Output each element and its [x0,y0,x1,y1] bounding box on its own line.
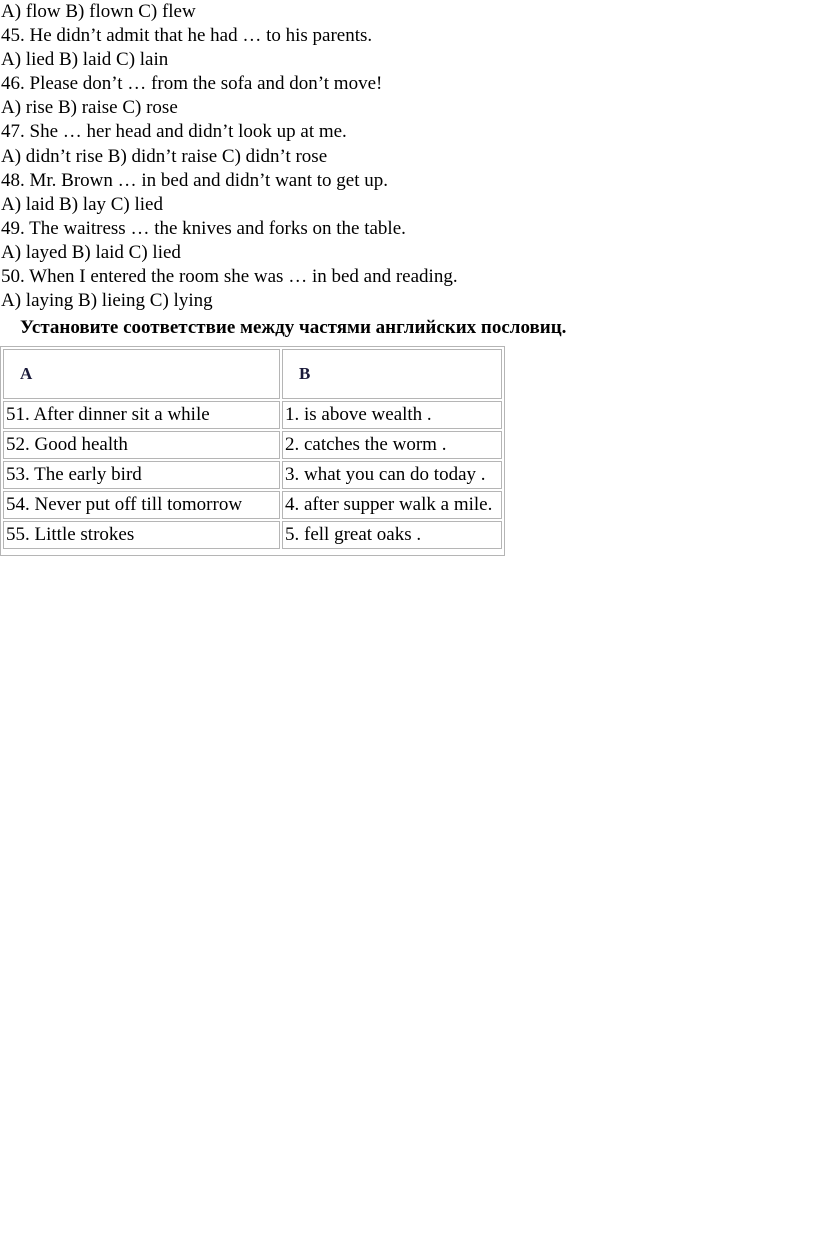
proverb-end-cell: 3. what you can do today . [282,461,502,489]
text-line: 45. He didn’t admit that he had … to his parents. [1,25,373,47]
text-line: 50. When I entered the room she was … in bed and reading. [1,266,458,288]
text-line: A) didn’t rise B) didn’t raise C) didn’t rose [1,145,328,167]
text-line: 49. The waitress … the knives and forks on the table. [1,217,406,239]
text-line: A) lied B) laid C) lain [1,49,169,71]
table-row [3,491,502,519]
proverb-start-cell: 54. Never put off till tomorrow [3,491,280,519]
text-line: 46. Please don’t … from the sofa and don’t move! [1,73,383,95]
question-lines [1,0,458,313]
proverb-end-cell: 1. is above wealth . [282,401,502,429]
text-line: A) flow B) flown C) flew [1,1,196,22]
table-row [3,431,502,459]
table-row [3,401,502,429]
text-line: 47. She … her head and didn’t look up at me. [1,121,347,143]
column-a-header: А [3,349,280,399]
proverb-end-cell: 2. catches the worm . [282,431,502,459]
proverb-start-cell: 53. The early bird [3,461,280,489]
text-line: A) laying B) lieing C) lying [1,290,213,312]
column-b-header: В [282,349,502,399]
text-line: A) rise B) raise C) rose [1,97,178,119]
table-row [3,521,502,549]
proverb-end-cell: 5. fell great oaks . [282,521,502,549]
text-line: A) laid B) lay C) lied [1,193,163,215]
table-header-row [3,349,502,399]
text-line: 48. Mr. Brown … in bed and didn’t want to get up. [1,169,389,191]
proverb-start-cell: 55. Little strokes [3,521,280,549]
table-row [3,461,502,489]
proverb-start-cell: 52. Good health [3,431,280,459]
text-line: A) layed B) laid C) lied [1,241,181,263]
proverb-start-cell: 51. After dinner sit a while [3,401,280,429]
section-heading: Установите соответствие между частями английских пословиц. [20,317,567,338]
proverb-end-cell: 4. after supper walk a mile. [282,491,502,519]
matching-table [0,346,505,556]
